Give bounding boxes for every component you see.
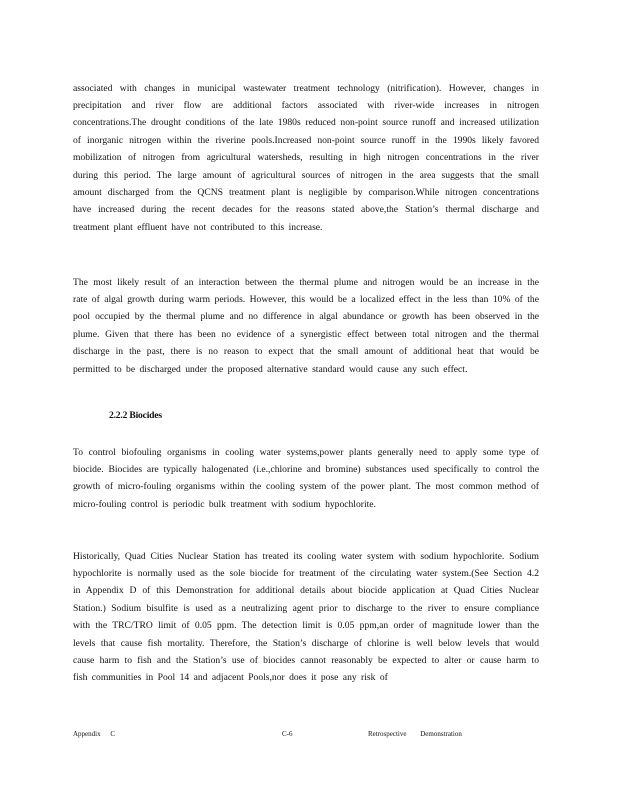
section-heading-biocides: 2.2.2 Biocides <box>109 410 162 421</box>
body-paragraph-thermal-interaction: The most likely result of an interaction between the thermal plume and nitrogen would be an increase in the rate of algal growth during warm periods. However, this would be a localized effect in the less than 10% of the pool occupied by the thermal plume and no difference in algal abundance or growth has been observed in the plume. Given that there has been no evidence of a synergistic effect between total nitrogen and the thermal discharge in the past, there is no reason to expect that the small amount of additional heat that would be permitted to be discharged under the proposed alternative standard would cause any such effect. <box>73 276 539 375</box>
body-paragraph-nitrogen-sources: associated with changes in municipal wastewater treatment technology (nitrification). However, changes in precipitation and river flow are additional factors associated with river-wide increases in nitrogen concentrations.The drought conditions of the late 1980s reduced non-point source runoff and increased utilization of inorganic nitrogen within the riverine pools.Increased non-point source runoff in the 1990s likely favored mobilization of nitrogen from agricultural watersheds, resulting in high nitrogen concentrations in the river during this period. The large amount of agricultural sources of nitrogen in the area suggests that the small amount discharged from the QCNS treatment plant is negligible by comparison.While nitrogen concentrations have increased during the recent decades for the reasons stated above,the Station’s thermal discharge and treatment plant effluent have not contributed to this increase. <box>73 82 539 233</box>
footer-appendix-label: Appendix C <box>73 730 116 738</box>
footer-document-title: Retrospective Demonstration <box>368 730 462 738</box>
body-paragraph-hypochlorite: Historically, Quad Cities Nuclear Station has treated its cooling water system with sodium hypochlorite. Sodium hypochlorite is normally used as the sole biocide for treatment of the circulating water system.(See Section 4.2 in Appendix D of this Demonstration for additional details about biocide application at Quad Cities Nuclear Station.) Sodium bisulfite is used as a neutralizing agent prior to discharge to the river to ensure compliance with the TRC/TRO limit of 0.05 ppm. The detection limit is 0.05 ppm,an order of magnitude lower than the levels that cause fish mortality. Therefore, the Station’s discharge of chlorine is well below levels that would cause harm to fish and the Station’s use of biocides cannot reasonably be expected to alter or cause harm to fish communities in Pool 14 and adjacent Pools,nor does it pose any risk of <box>73 550 539 684</box>
body-paragraph-biofouling: To control biofouling organisms in cooling water systems,power plants generally need to apply some type of biocide. Biocides are typically halogenated (i.e.,chlorine and bromine) substances used specifically to control the growth of micro-fouling organisms within the cooling system of the power plant. The most common method of micro-fouling control is periodic bulk treatment with sodium hypochlorite. <box>73 446 539 510</box>
footer-page-number: C-6 <box>282 730 293 738</box>
